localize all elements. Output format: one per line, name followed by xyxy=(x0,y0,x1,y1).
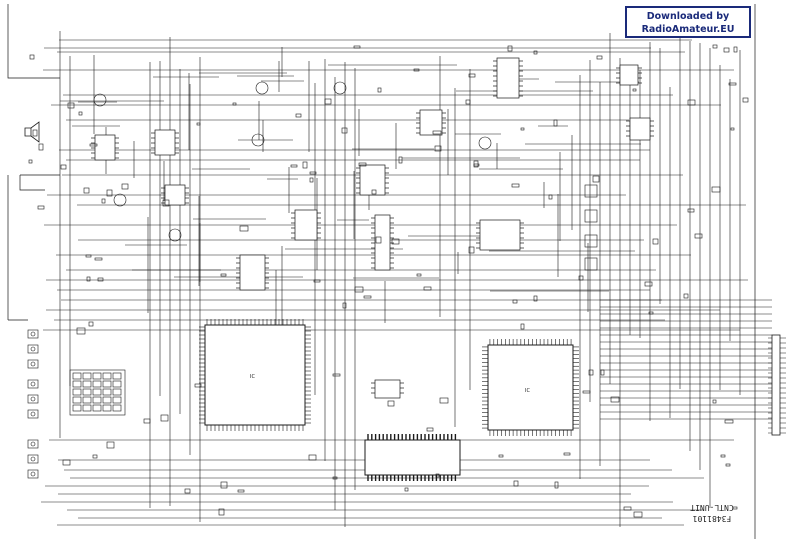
cpu-left-label: IC xyxy=(250,374,255,380)
unit-name: CNTL-UNIT xyxy=(690,503,734,512)
watermark-line1: Downloaded by xyxy=(646,11,730,22)
watermark-badge xyxy=(625,6,751,38)
cpu-right-ic xyxy=(482,339,579,436)
right-connector xyxy=(768,335,786,435)
watermark-line2: RadioAmateur.EU xyxy=(641,24,735,35)
cpu-right-label: IC xyxy=(525,388,530,394)
unit-code: F3481101 xyxy=(692,514,732,523)
cpu-left-ic xyxy=(199,319,311,431)
memory-ic xyxy=(365,434,460,481)
keypad-block xyxy=(70,370,125,415)
unit-label xyxy=(672,502,752,524)
